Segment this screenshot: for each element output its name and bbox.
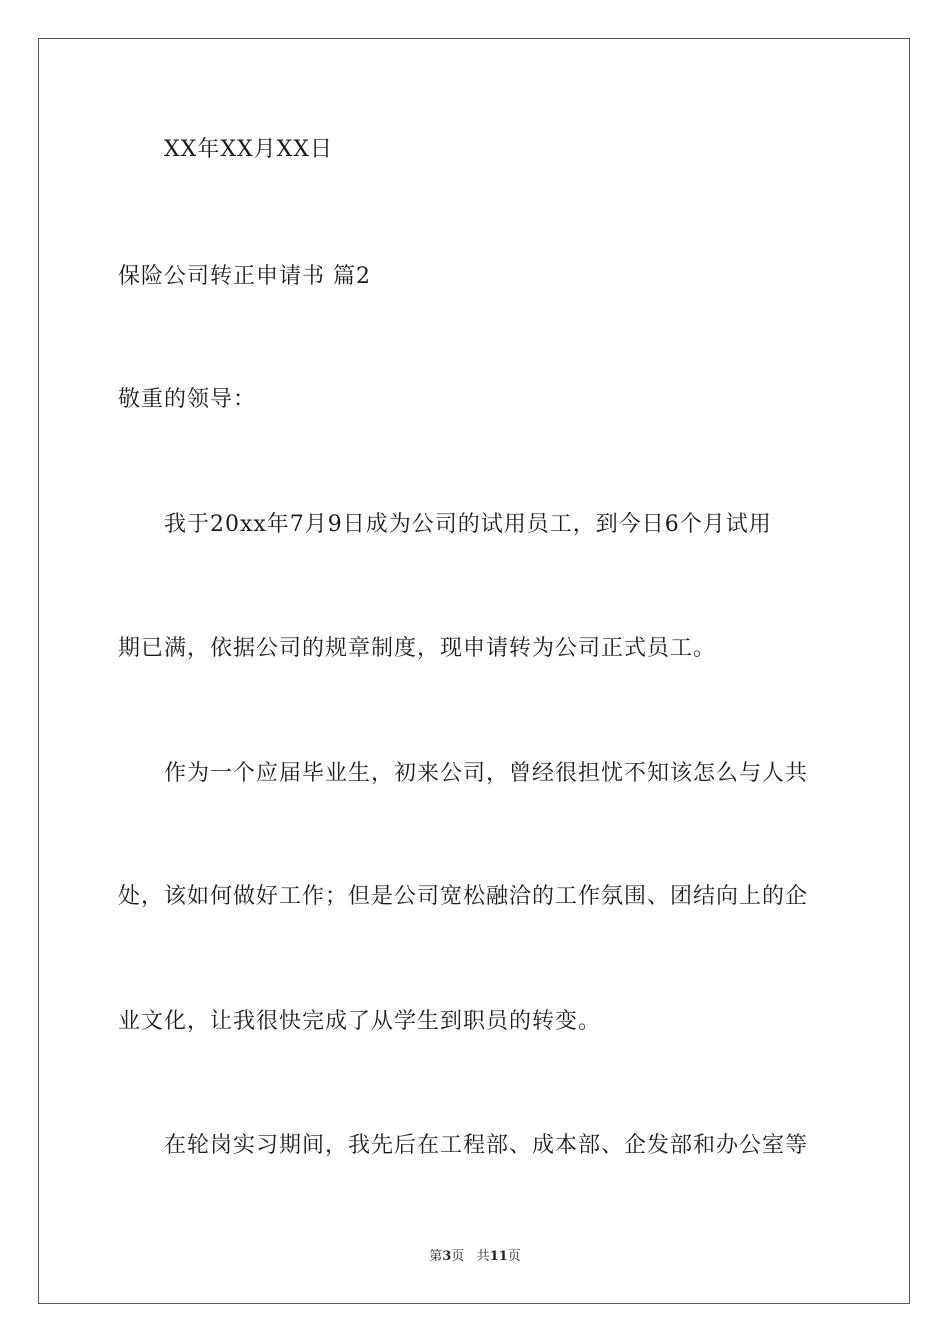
page-prefix: 第 (429, 1249, 443, 1264)
paragraph-3-line-1: 在轮岗实习期间，我先后在工程部、成本部、企发部和办公室等 (164, 1133, 809, 1158)
date-line: XX年XX月XX日 (164, 137, 333, 162)
section-heading: 保险公司转正申请书 篇2 (118, 264, 371, 289)
paragraph-2-line-3: 业文化，让我很快完成了从学生到职员的转变。 (118, 1009, 602, 1034)
total-prefix: 共 (476, 1249, 490, 1264)
paragraph-2-line-2: 处，该如何做好工作；但是公司宽松融洽的工作氛围、团结向上的企 (118, 884, 809, 909)
paragraph-1-line-2: 期已满，依据公司的规章制度，现申请转为公司正式员工。 (118, 636, 717, 661)
paragraph-1-line-1: 我于20xx年7月9日成为公司的试用员工，到今日6个月试用 (164, 512, 772, 537)
page-border (38, 38, 910, 1304)
page-footer (0, 1248, 950, 1266)
total-pages: 11 (489, 1249, 508, 1264)
page-suffix: 页 (451, 1249, 465, 1264)
salutation: 敬重的领导： (118, 387, 257, 412)
total-suffix: 页 (507, 1249, 521, 1264)
paragraph-2-line-1: 作为一个应届毕业生，初来公司，曾经很担忧不知该怎么与人共 (164, 761, 809, 786)
page-number: 3 (442, 1249, 452, 1264)
